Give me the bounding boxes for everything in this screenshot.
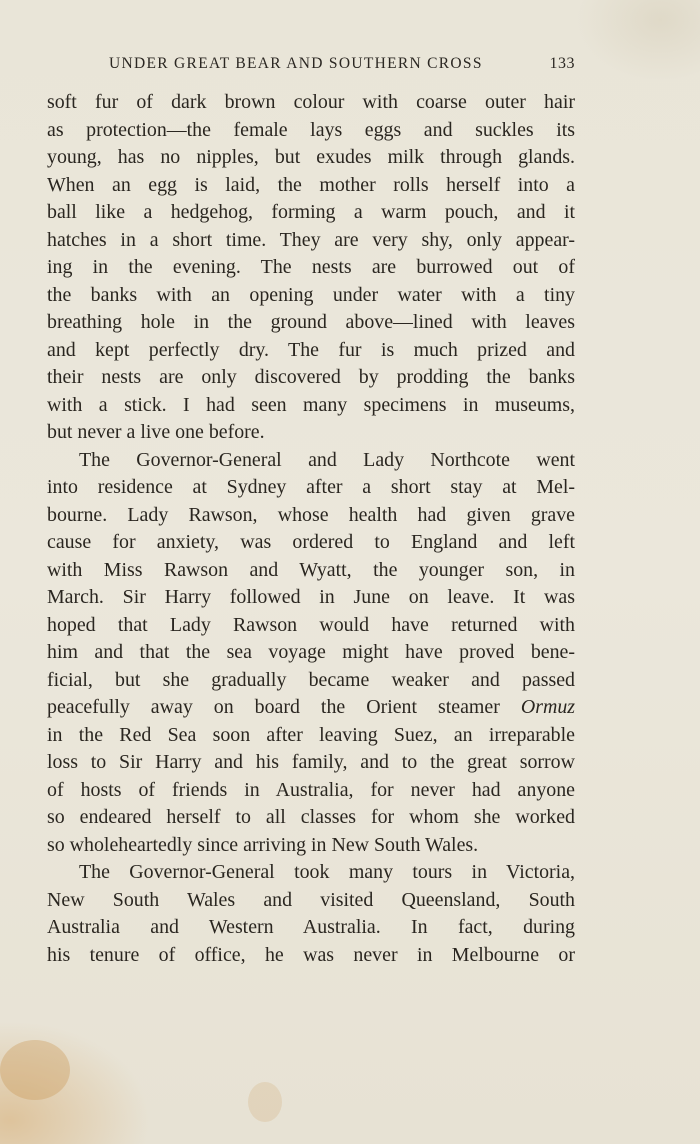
text-line: with a stick. I had seen many specimens in museums, (47, 393, 575, 416)
text-line: breathing hole in the ground above—lined with leaves (47, 311, 575, 333)
text-line: cause for anxiety, was ordered to England and left (47, 531, 575, 553)
page-stain (248, 1082, 282, 1122)
text-line: so wholeheartedly since arriving in New South Wales. (47, 833, 479, 856)
text-line: of hosts of friends in Australia, for never had anyone (47, 778, 575, 801)
text-line: soft fur of dark brown colour with coarse outer hair (47, 91, 575, 113)
text-line: the banks with an opening under water with a tiny (47, 283, 575, 306)
text-line (47, 694, 575, 722)
text-line: but never a live one before. (47, 421, 265, 443)
text-line: young, has no nipples, but exudes milk through glands. (47, 146, 575, 168)
page-stain (0, 1040, 70, 1100)
text-line: The Governor-General took many tours in Victoria, (79, 861, 575, 883)
text-line: bourne. Lady Rawson, whose health had given grave (47, 503, 575, 526)
text-line: as protection—the female lays eggs and suckles its (47, 118, 575, 141)
text-line: March. Sir Harry followed in June on leave. It was (47, 586, 575, 608)
text-line: and kept perfectly dry. The fur is much prized and (47, 338, 575, 361)
text-line: When an egg is laid, the mother rolls herself into a (47, 173, 575, 196)
text-line: loss to Sir Harry and his family, and to the great sorrow (47, 751, 575, 773)
text-line-segment: peacefully away on board the Orient steamer (47, 696, 521, 718)
text-line: him and that the sea voyage might have proved bene- (47, 641, 575, 663)
body-text (47, 89, 575, 969)
text-line: hoped that Lady Rawson would have returned with (47, 613, 575, 636)
text-line: into residence at Sydney after a short stay at Mel- (47, 476, 575, 498)
text-line: New South Wales and visited Queensland, South (47, 888, 575, 911)
text-line: ing in the evening. The nests are burrowed out of (47, 256, 575, 278)
text-line: so endeared herself to all classes for whom she worked (47, 806, 575, 828)
text-line: with Miss Rawson and Wyatt, the younger son, in (47, 558, 575, 581)
text-line: Australia and Western Australia. In fact, during (47, 916, 575, 938)
running-head: UNDER GREAT BEAR AND SOUTHERN CROSS (109, 55, 483, 72)
ship-name: Ormuz (520, 696, 575, 718)
page-number: 133 (549, 55, 575, 72)
text-line: ficial, but she gradually became weaker and passed (47, 668, 575, 691)
text-line: ball like a hedgehog, forming a warm pouch, and it (47, 201, 575, 223)
text-line: The Governor-General and Lady Northcote went (79, 448, 575, 471)
text-line: their nests are only discovered by prodding the banks (47, 366, 575, 388)
text-line: in the Red Sea soon after leaving Suez, an irreparable (47, 723, 575, 746)
text-line: hatches in a short time. They are very shy, only appear- (47, 228, 575, 251)
text-line: his tenure of office, he was never in Melbourne or (47, 943, 575, 966)
page-header (47, 55, 575, 79)
